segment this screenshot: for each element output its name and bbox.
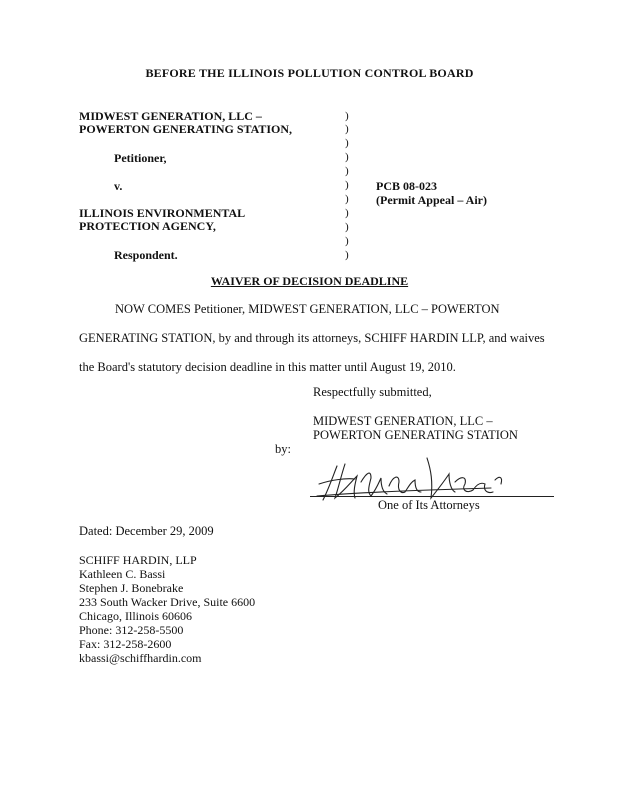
petitioner-name-line1: MIDWEST GENERATION, LLC – bbox=[79, 109, 262, 123]
petitioner-name-line2: POWERTON GENERATING STATION, bbox=[79, 122, 293, 136]
attorney-name-2: Stephen J. Bonebrake bbox=[79, 581, 184, 595]
caption-paren: ) bbox=[345, 151, 349, 163]
caption-paren: ) bbox=[345, 110, 349, 122]
phone-number: Phone: 312-258-5500 bbox=[79, 623, 184, 637]
signature-line bbox=[310, 496, 554, 497]
caption-paren: ) bbox=[345, 235, 349, 247]
body-line-2: GENERATING STATION, by and through its attorneys, SCHIFF HARDIN LLP, and waives bbox=[79, 331, 545, 345]
versus-label: v. bbox=[114, 179, 123, 193]
fax-number: Fax: 312-258-2600 bbox=[79, 637, 172, 651]
body-line-3: the Board's statutory decision deadline in this matter until August 19, 2010. bbox=[79, 360, 456, 374]
caption-paren: ) bbox=[345, 207, 349, 219]
caption-paren: ) bbox=[345, 137, 349, 149]
signing-party-line2: POWERTON GENERATING STATION bbox=[313, 428, 518, 442]
respondent-name-line1: ILLINOIS ENVIRONMENTAL bbox=[79, 206, 246, 220]
signature-caption: One of Its Attorneys bbox=[378, 498, 480, 512]
respectfully-submitted: Respectfully submitted, bbox=[313, 385, 432, 399]
signing-party-line1: MIDWEST GENERATION, LLC – bbox=[313, 414, 493, 428]
document-title: WAIVER OF DECISION DEADLINE bbox=[210, 274, 409, 288]
firm-name: SCHIFF HARDIN, LLP bbox=[79, 553, 197, 567]
caption-paren: ) bbox=[345, 123, 349, 135]
address-line-2: Chicago, Illinois 60606 bbox=[79, 609, 192, 623]
caption-paren: ) bbox=[345, 221, 349, 233]
caption-paren: ) bbox=[345, 179, 349, 191]
caption-paren: ) bbox=[345, 249, 349, 261]
court-heading: BEFORE THE ILLINOIS POLLUTION CONTROL BOARD bbox=[145, 66, 474, 80]
address-line-1: 233 South Wacker Drive, Suite 6600 bbox=[79, 595, 256, 609]
case-number: PCB 08-023 bbox=[376, 179, 437, 193]
respondent-role: Respondent. bbox=[114, 248, 178, 262]
attorney-name-1: Kathleen C. Bassi bbox=[79, 567, 166, 581]
caption-paren: ) bbox=[345, 193, 349, 205]
body-line-1: NOW COMES Petitioner, MIDWEST GENERATION, LLC – POWERTON bbox=[115, 302, 500, 316]
respondent-name-line2: PROTECTION AGENCY, bbox=[79, 219, 216, 233]
petitioner-role: Petitioner, bbox=[114, 151, 167, 165]
case-type: (Permit Appeal – Air) bbox=[376, 193, 487, 207]
caption-paren: ) bbox=[345, 165, 349, 177]
by-label: by: bbox=[275, 442, 291, 456]
dated-line: Dated: December 29, 2009 bbox=[79, 524, 214, 538]
email-address: kbassi@schiffhardin.com bbox=[79, 651, 202, 665]
